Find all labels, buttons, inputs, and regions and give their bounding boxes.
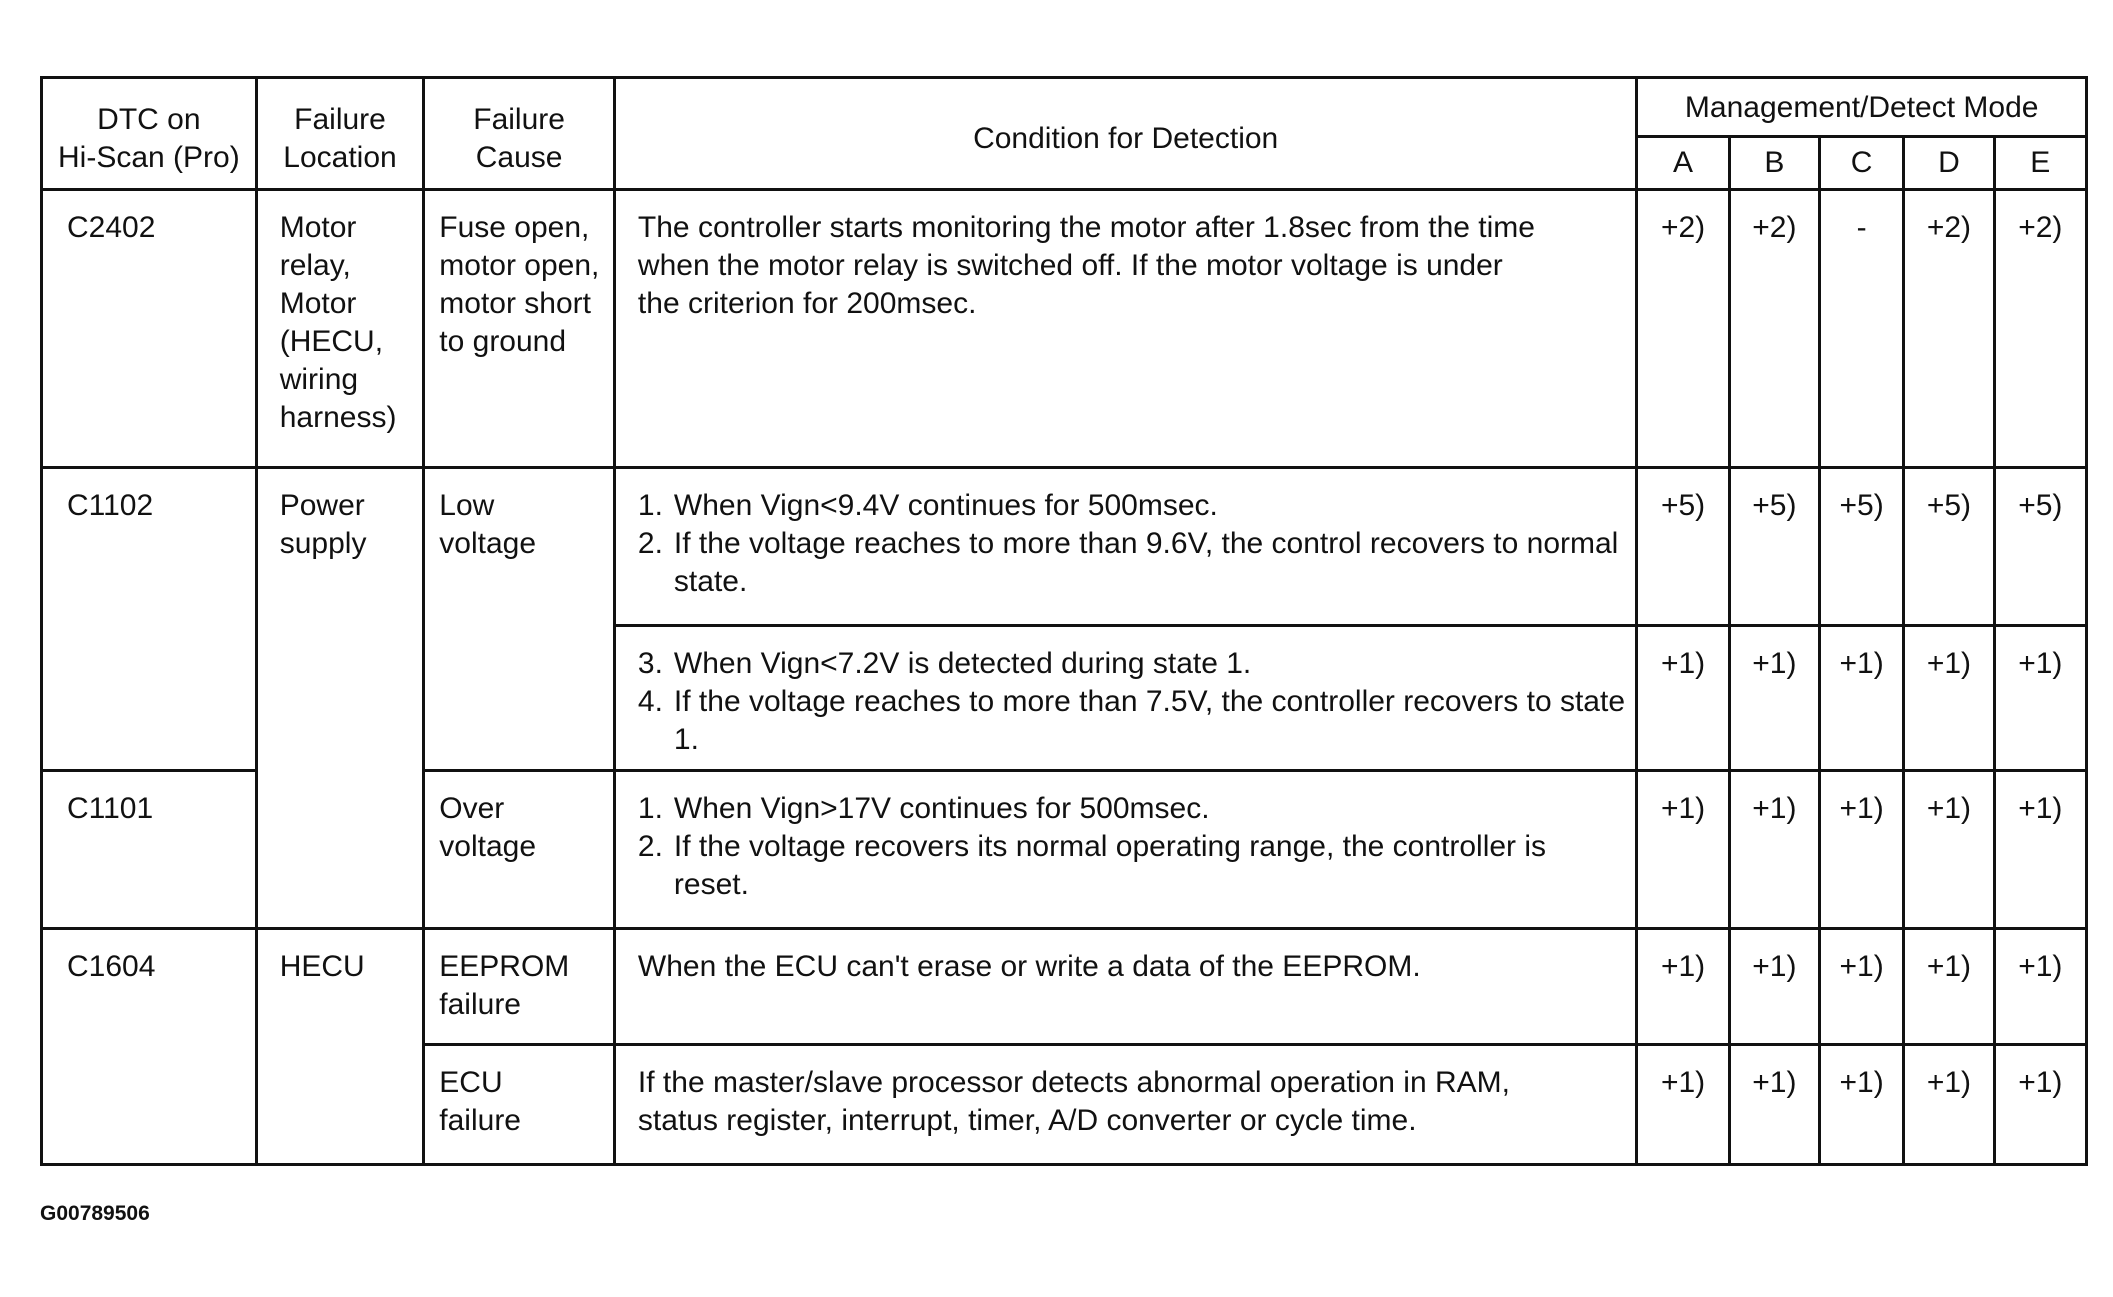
header-mode-a: A	[1637, 137, 1729, 190]
mode-b-value: +5)	[1729, 468, 1819, 626]
mode-e-value: +2)	[1994, 190, 2086, 468]
mode-d-value: +5)	[1904, 468, 1994, 626]
mode-d-value: +1)	[1904, 929, 1994, 1045]
mode-c-value: +1)	[1820, 626, 1904, 771]
condition-item: 2. If the voltage reaches to more than 9.6V, the control recovers to normal state.	[637, 527, 1619, 598]
mode-b-value: +1)	[1729, 771, 1819, 929]
dtc-code: C2402	[42, 190, 257, 468]
failure-cause: Over voltage	[424, 771, 615, 929]
mode-a-value: +1)	[1637, 929, 1729, 1045]
header-mode-d: D	[1904, 137, 1994, 190]
header-failure-cause: Failure Cause	[424, 78, 615, 190]
condition-item: 1. When Vign<9.4V continues for 500msec.	[637, 489, 1218, 522]
condition-item: 4. If the voltage reaches to more than 7.5V, the controller recovers to state 1.	[637, 685, 1626, 756]
header-failure-location: Failure Location	[256, 78, 424, 190]
header-mode-e: E	[1994, 137, 2086, 190]
condition-item: 2. If the voltage recovers its normal operating range, the controller is reset.	[637, 830, 1547, 901]
failure-cause: ECU failure	[424, 1045, 615, 1165]
figure-id: G00789506	[40, 1202, 150, 1225]
header-dtc: DTC on Hi-Scan (Pro)	[42, 78, 257, 190]
mode-d-value: +1)	[1904, 771, 1994, 929]
mode-a-value: +5)	[1637, 468, 1729, 626]
dtc-table	[40, 76, 2088, 1166]
mode-c-value: +5)	[1820, 468, 1904, 626]
failure-cause: Fuse open, motor open, motor short to ground	[424, 190, 615, 468]
header-management-mode: Management/Detect Mode	[1637, 78, 2087, 137]
header-mode-c: C	[1820, 137, 1904, 190]
mode-b-value: +2)	[1729, 190, 1819, 468]
mode-a-value: +1)	[1637, 1045, 1729, 1165]
failure-location: HECU	[256, 929, 424, 1165]
mode-e-value: +1)	[1994, 929, 2086, 1045]
header-mode-b: B	[1729, 137, 1819, 190]
mode-d-value: +2)	[1904, 190, 1994, 468]
table-row-c2402	[42, 190, 2087, 468]
table-row-c1102-a	[42, 468, 2087, 626]
mode-b-value: +1)	[1729, 1045, 1819, 1165]
detection-condition	[614, 468, 1636, 626]
mode-e-value: +1)	[1994, 626, 2086, 771]
detection-condition: The controller starts monitoring the motor after 1.8sec from the time when the motor relay is switched off. If the motor voltage is under the criterion for 200msec.	[614, 190, 1636, 468]
mode-c-value: +1)	[1820, 771, 1904, 929]
mode-d-value: +1)	[1904, 1045, 1994, 1165]
detection-condition	[614, 626, 1636, 771]
header-condition: Condition for Detection	[614, 78, 1636, 190]
mode-d-value: +1)	[1904, 626, 1994, 771]
table-row-c1604-a	[42, 929, 2087, 1045]
mode-a-value: +1)	[1637, 771, 1729, 929]
mode-b-value: +1)	[1729, 929, 1819, 1045]
mode-a-value: +2)	[1637, 190, 1729, 468]
mode-e-value: +1)	[1994, 1045, 2086, 1165]
condition-item: 1. When Vign>17V continues for 500msec.	[637, 792, 1210, 825]
detection-condition	[614, 771, 1636, 929]
dtc-code: C1102	[42, 468, 257, 771]
mode-c-value: +1)	[1820, 929, 1904, 1045]
dtc-code: C1101	[42, 771, 257, 929]
detection-condition: When the ECU can't erase or write a data of the EEPROM.	[614, 929, 1636, 1045]
dtc-table-container	[40, 76, 2088, 1166]
mode-b-value: +1)	[1729, 626, 1819, 771]
mode-a-value: +1)	[1637, 626, 1729, 771]
failure-location: Motor relay, Motor (HECU, wiring harness)	[256, 190, 424, 468]
header-row-top	[42, 78, 2087, 137]
dtc-code: C1604	[42, 929, 257, 1165]
failure-cause: Low voltage	[424, 468, 615, 771]
detection-condition: If the master/slave processor detects abnormal operation in RAM, status register, interrupt, timer, A/D converter or cycle time.	[614, 1045, 1636, 1165]
mode-c-value: +1)	[1820, 1045, 1904, 1165]
mode-c-value: -	[1820, 190, 1904, 468]
mode-e-value: +5)	[1994, 468, 2086, 626]
failure-cause: EEPROM failure	[424, 929, 615, 1045]
failure-location: Power supply	[256, 468, 424, 929]
condition-item: 3. When Vign<7.2V is detected during state 1.	[637, 647, 1252, 680]
mode-e-value: +1)	[1994, 771, 2086, 929]
